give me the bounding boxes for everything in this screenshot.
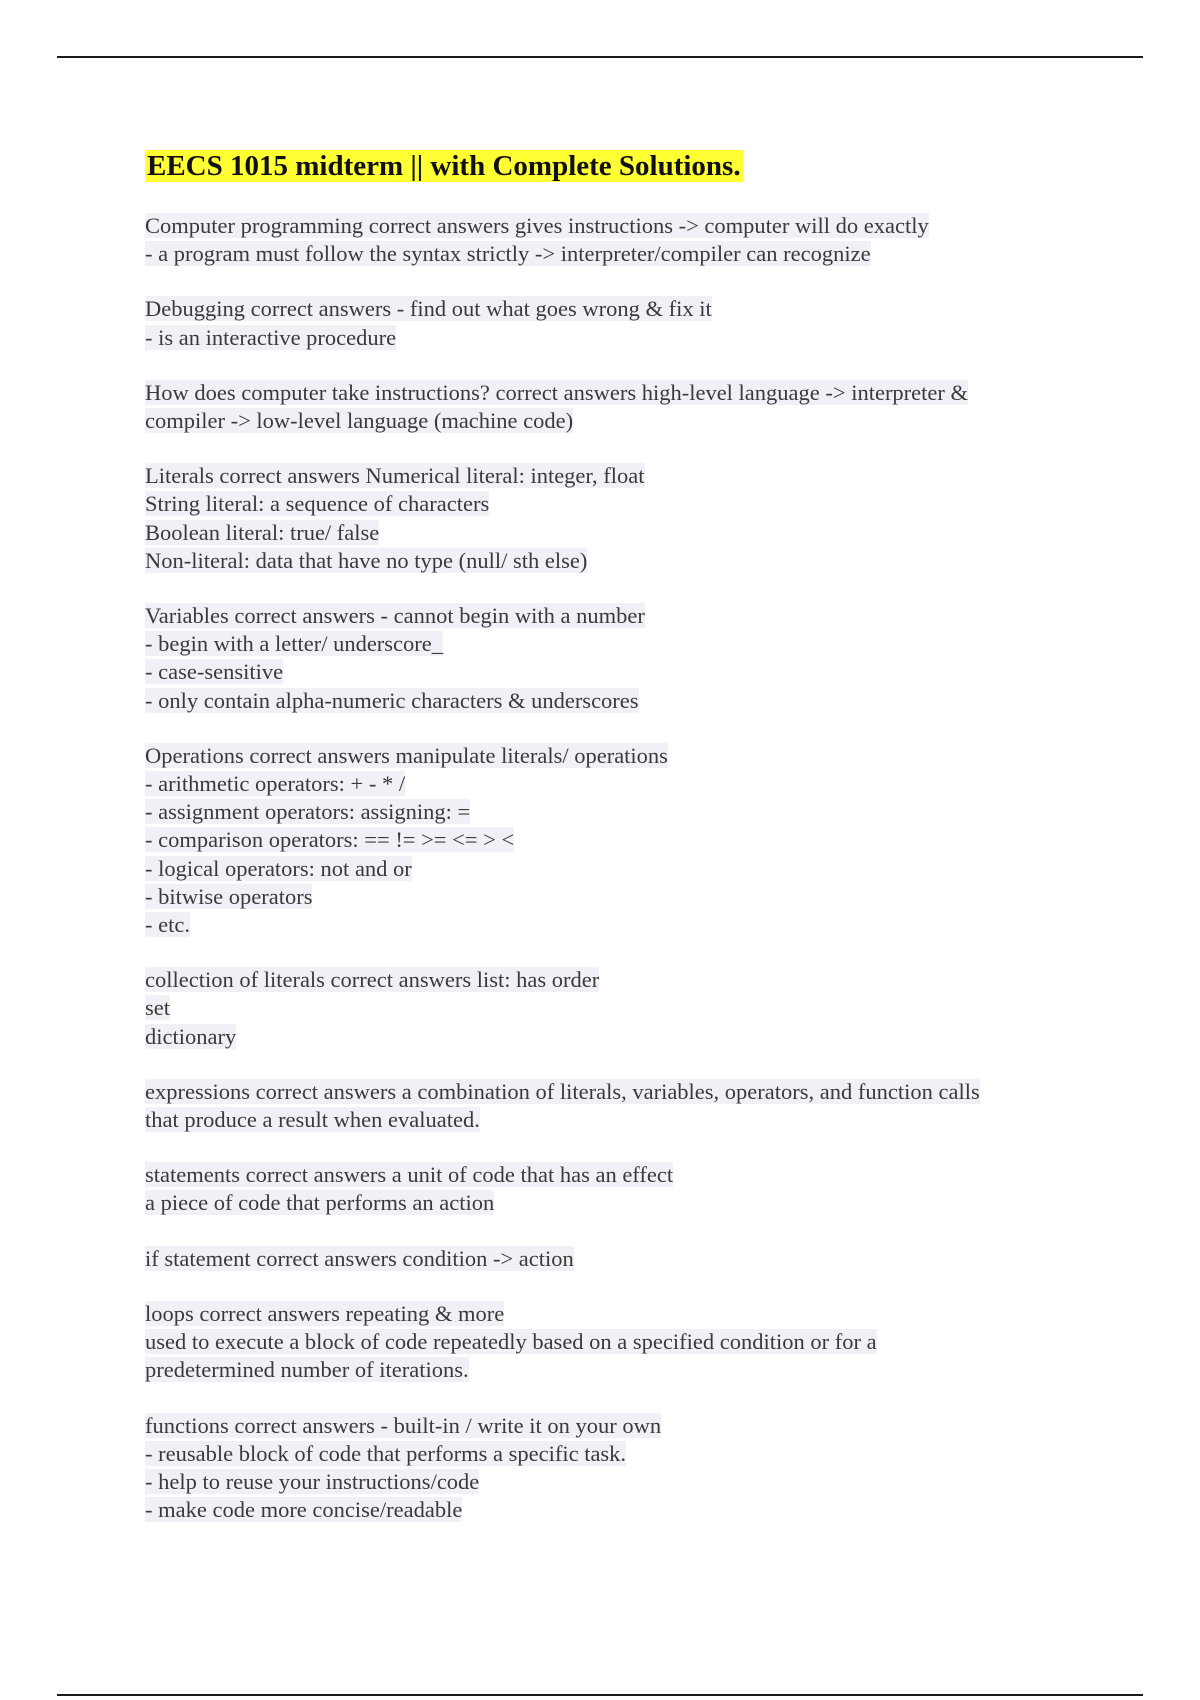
entry-variables	[145, 602, 1075, 715]
bottom-rule	[57, 1694, 1143, 1696]
entry-line: - assignment operators: assigning: =	[145, 799, 471, 825]
entry-line: - bitwise operators	[145, 883, 313, 909]
entry-statements	[145, 1161, 1075, 1217]
entry-line: compiler -> low-level language (machine code)	[145, 408, 574, 434]
entry-line: - arithmetic operators: + - * /	[145, 771, 406, 797]
entry-debugging	[145, 295, 1075, 351]
entry-line: Computer programming correct answers gives instructions -> computer will do exactly	[145, 213, 929, 238]
entry-line: - logical operators: not and or	[145, 855, 412, 881]
entry-line: - is an interactive procedure	[145, 324, 397, 350]
entry-line: Variables correct answers - cannot begin with a number	[145, 603, 645, 629]
entry-line: - make code more concise/readable	[145, 1497, 463, 1523]
entry-line: used to execute a block of code repeatedly based on a specified condition or for a	[145, 1329, 877, 1355]
entry-line: - reusable block of code that performs a specific task.	[145, 1440, 627, 1466]
entry-line: Boolean literal: true/ false	[145, 519, 380, 545]
entry-literals	[145, 462, 1075, 575]
entry-line: predetermined number of iterations.	[145, 1357, 469, 1383]
entry-collection-of-literals	[145, 966, 1075, 1051]
entry-line: a piece of code that performs an action	[145, 1190, 495, 1216]
entry-line: - comparison operators: == != >= <= > <	[145, 827, 515, 853]
entry-line: that produce a result when evaluated.	[145, 1107, 480, 1133]
document-body	[145, 146, 1075, 1551]
entry-line: functions correct answers - built-in / write it on your own	[145, 1412, 662, 1438]
entry-line: - only contain alpha-numeric characters & underscores	[145, 687, 639, 713]
entry-loops	[145, 1300, 1075, 1385]
entry-line: statements correct answers a unit of code that has an effect	[145, 1162, 674, 1188]
document-title-text: EECS 1015 midterm || with Complete Solutions.	[147, 150, 741, 182]
entry-if-statement	[145, 1245, 1075, 1273]
entry-line: - case-sensitive	[145, 659, 284, 685]
entry-line: How does computer take instructions? correct answers high-level language -> interpreter &	[145, 379, 969, 405]
entry-line: Literals correct answers Numerical literal: integer, float	[145, 463, 645, 489]
entry-line: - etc.	[145, 912, 190, 938]
top-rule	[57, 56, 1143, 58]
entry-line: collection of literals correct answers list: has order	[145, 967, 600, 993]
entry-line: Operations correct answers manipulate literals/ operations	[145, 742, 668, 768]
entry-line: Debugging correct answers - find out what goes wrong & fix it	[145, 296, 712, 322]
entry-operations	[145, 742, 1075, 939]
entry-line: - help to reuse your instructions/code	[145, 1468, 480, 1494]
entry-functions	[145, 1412, 1075, 1525]
entry-line: expressions correct answers a combination of literals, variables, operators, and function calls	[145, 1078, 980, 1104]
entry-line: dictionary	[145, 1023, 237, 1049]
entry-instructions	[145, 379, 1075, 435]
entry-line: - begin with a letter/ underscore_	[145, 631, 444, 657]
document-title	[145, 146, 1075, 186]
entry-line: set	[145, 995, 170, 1021]
entry-expressions	[145, 1078, 1075, 1134]
entry-line: if statement correct answers condition -> action	[145, 1245, 574, 1271]
entry-line: loops correct answers repeating & more	[145, 1300, 505, 1326]
entry-line: Non-literal: data that have no type (null/ sth else)	[145, 547, 588, 573]
entry-line: - a program must follow the syntax strictly -> interpreter/compiler can recognize	[145, 241, 871, 267]
entry-computer-programming	[145, 212, 1075, 268]
entry-line: String literal: a sequence of characters	[145, 491, 490, 517]
